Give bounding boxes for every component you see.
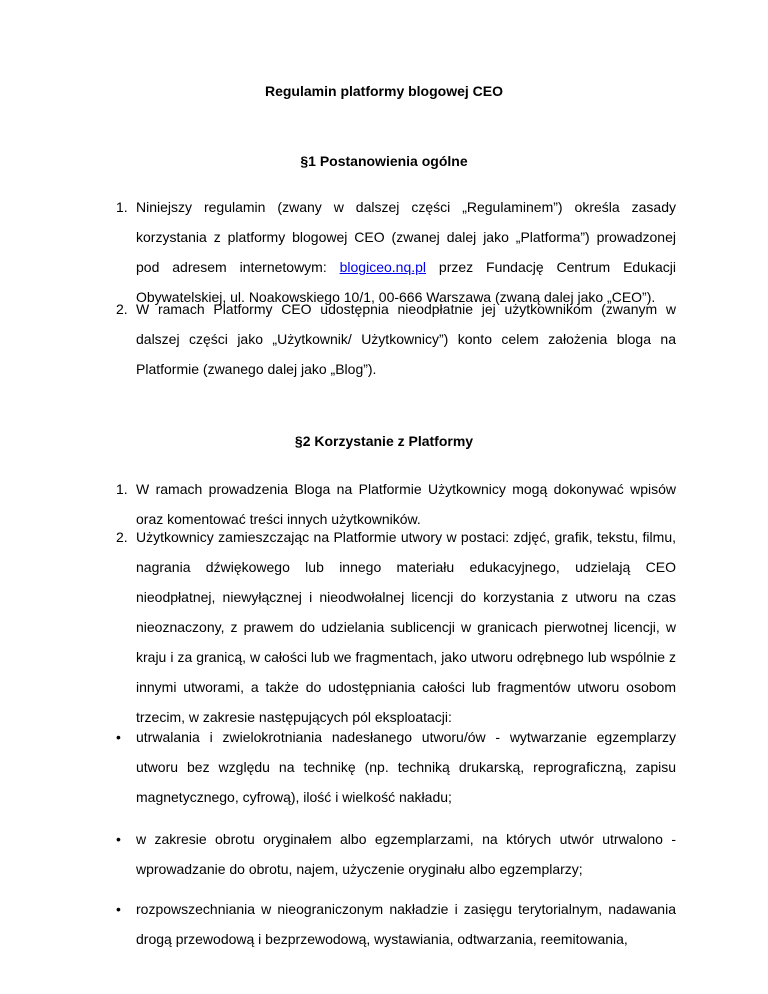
section-1-heading: §1 Postanowienia ogólne [300, 153, 468, 169]
bullet-text: rozpowszechniania w nieograniczonym nakładzie i zasięgu terytorialnym, nadawania drogą przewodową i bezprzewodową, wystawiania, odtwarzania, reemitowania, [136, 901, 676, 947]
bullet-item [116, 894, 676, 954]
bullet-icon: • [116, 901, 121, 917]
item-number: 1. [116, 481, 128, 497]
item-text: Użytkownicy zamieszczając na Platformie utwory w postaci: zdjęć, grafik, tekstu, filmu, nagrania dźwiękowego lub innego materiału edukacyjnego, udzielają CEO nieodpłatnej, niewyłącznej i nieodwołalnej licencji do korzystania z utworu na czas nieoznaczony, z prawem do udzielania sublicencji w granicach pierwotnej licencji, w kraju i za granicą, w całości lub we fragmentach, jako utworu odrębnego lub wspólnie z innymi utworami, a także do udostępniania całości lub fragmentów utworu osobom trzecim, w zakresie następujących pól eksploatacji: [136, 529, 676, 725]
bullet-text: utrwalania i zwielokrotniania nadesłanego utworu/ów - wytwarzanie egzemplarzy utworu bez względu na technikę (np. techniką drukarską, reprograficzną, zapisu magnetycznego, cyfrową), ilość i wielkość nakładu; [136, 729, 676, 805]
bullet-item [116, 722, 676, 812]
item-number: 2. [116, 301, 128, 317]
bullet-icon: • [116, 831, 121, 847]
section-2-heading: §2 Korzystanie z Platformy [294, 433, 474, 449]
bullet-icon: • [116, 729, 121, 745]
section-1-item-2 [116, 294, 676, 384]
document-title: Regulamin platformy blogowej CEO [264, 83, 504, 99]
bullet-text: w zakresie obrotu oryginałem albo egzemplarzami, na których utwór utrwalono - wprowadzanie do obrotu, najem, użyczenie oryginału albo egzemplarzy; [136, 831, 676, 877]
section-2-item-2 [116, 522, 676, 732]
item-text: W ramach Platformy CEO udostępnia nieodpłatnie jej użytkownikom (zwanym w dalszej części jako „Użytkownik/ Użytkownicy”) konto celem założenia bloga na Platformie (zwanego dalej jako „Blog”). [136, 301, 676, 377]
blog-url-link[interactable]: blogiceo.nq.pl [339, 259, 427, 275]
item-number: 2. [116, 529, 128, 545]
item-text: W ramach prowadzenia Bloga na Platformie Użytkownicy mogą dokonywać wpisów oraz komentować treści innych użytkowników. [136, 481, 676, 527]
item-text: Niniejszy regulamin (zwany w dalszej części „Regulaminem”) określa zasady korzystania z platformy blogowej CEO (zwanej dalej jako „Platforma”) prowadzonej pod adresem internetowym: blogiceo.nq.pl przez Fundację Centrum Edukacji Obywatelskiej, ul. Noakowskiego 10/1, 00-666 Warszawa (zwaną dalej jako „CEO”). [136, 199, 676, 305]
item-number: 1. [116, 199, 128, 215]
bullet-item [116, 824, 676, 884]
